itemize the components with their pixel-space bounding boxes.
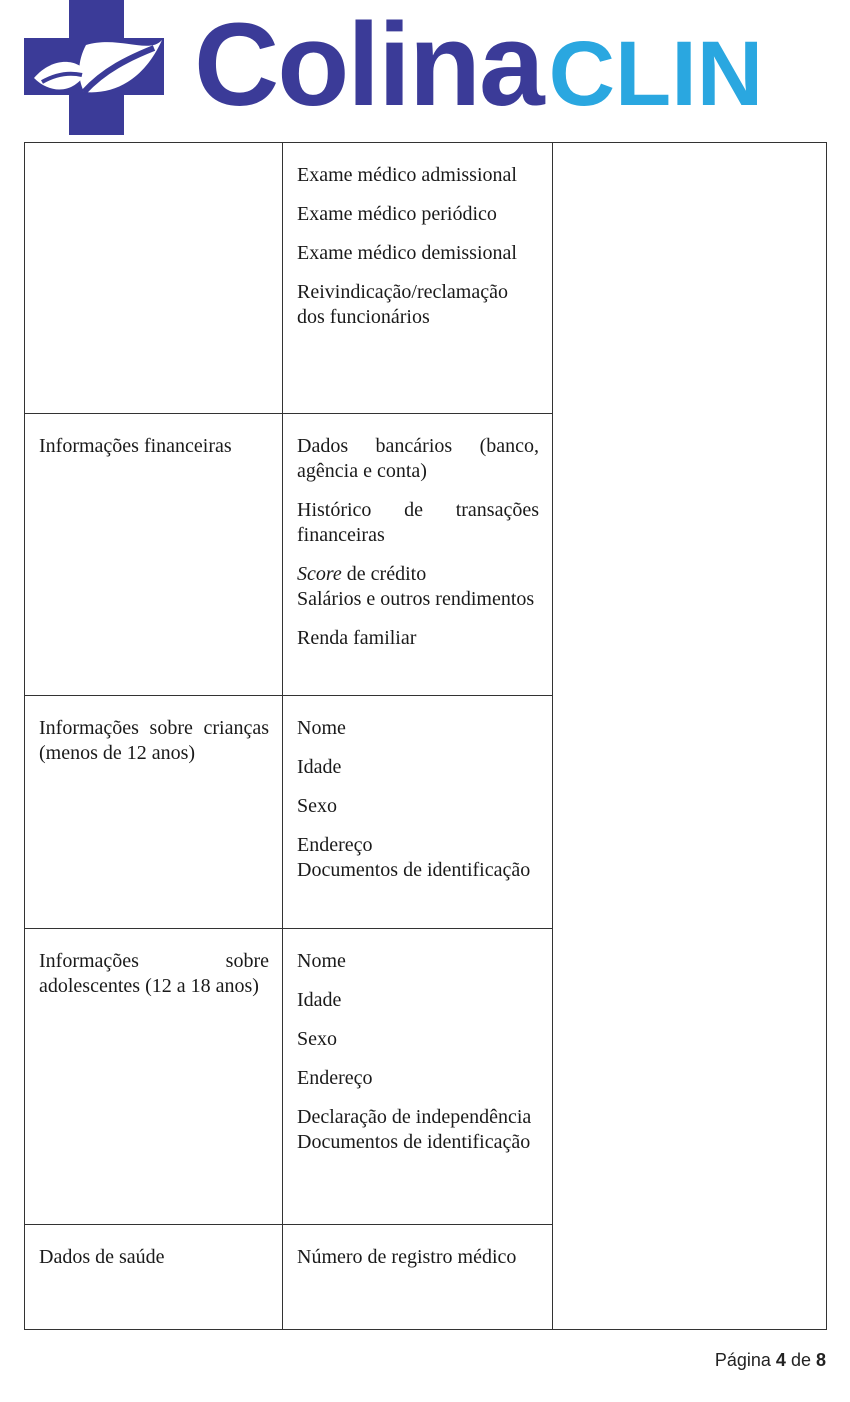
items-cell (283, 143, 553, 414)
page-total: 8 (815, 1350, 826, 1370)
list-item: Número de registro médico (297, 1246, 517, 1268)
list-item: Renda familiar (297, 627, 417, 649)
list-item (297, 562, 539, 587)
category-cell (25, 414, 283, 696)
items-cell (283, 1225, 553, 1330)
category-text (25, 143, 282, 163)
header (24, 0, 830, 135)
page-label: Página (714, 1350, 771, 1370)
category-cell (25, 143, 283, 414)
category-cell (25, 1225, 283, 1330)
list-item: Nome (297, 717, 346, 739)
list-item: Salários e outros rendimentos (297, 588, 535, 610)
items-cell (283, 414, 553, 696)
category-cell (25, 929, 283, 1225)
score-italic: Score (297, 563, 342, 585)
list-item: Documentos de identificação (297, 1131, 531, 1153)
category-text: Informações sobre adolescentes (12 a 18 anos) (39, 950, 269, 997)
category-text: Informações sobre crianças (menos de 12 anos) (39, 717, 269, 764)
list-item: Histórico de transações financeiras (297, 499, 539, 546)
list-item: Dados bancários (banco, agência e conta) (297, 435, 539, 482)
list-item: Exame médico periódico (297, 203, 497, 225)
items-cell (283, 929, 553, 1225)
logo-wordmark (194, 0, 764, 131)
page-number (715, 1350, 826, 1371)
list-item: Endereço (297, 834, 373, 856)
list-item: Declaração de independência (297, 1106, 532, 1128)
list-item: Idade (297, 756, 342, 778)
category-text: Informações financeiras (39, 435, 232, 457)
page-current: 4 (775, 1350, 786, 1370)
category-cell (25, 696, 283, 929)
list-item: Exame médico demissional (297, 242, 517, 264)
list-item: Sexo (297, 1028, 337, 1050)
list-item: Idade (297, 989, 342, 1011)
category-text: Dados de saúde (39, 1246, 165, 1268)
data-table (24, 142, 827, 1330)
score-rest: de crédito (341, 563, 427, 585)
list-item: Exame médico admissional (297, 164, 517, 186)
page-sep: de (790, 1350, 811, 1370)
empty-column-cell (553, 143, 827, 1330)
table-row (25, 143, 827, 414)
logo-cross-icon (24, 0, 174, 135)
logo-sub-text: CLIN (548, 23, 764, 125)
list-item: Documentos de identificação (297, 859, 531, 881)
logo-main-text: Colina (194, 0, 543, 131)
items-cell (283, 696, 553, 929)
list-item: Nome (297, 950, 346, 972)
list-item: Reivindicação/reclamação dos funcionários (297, 281, 508, 328)
list-item: Endereço (297, 1067, 373, 1089)
list-item: Sexo (297, 795, 337, 817)
